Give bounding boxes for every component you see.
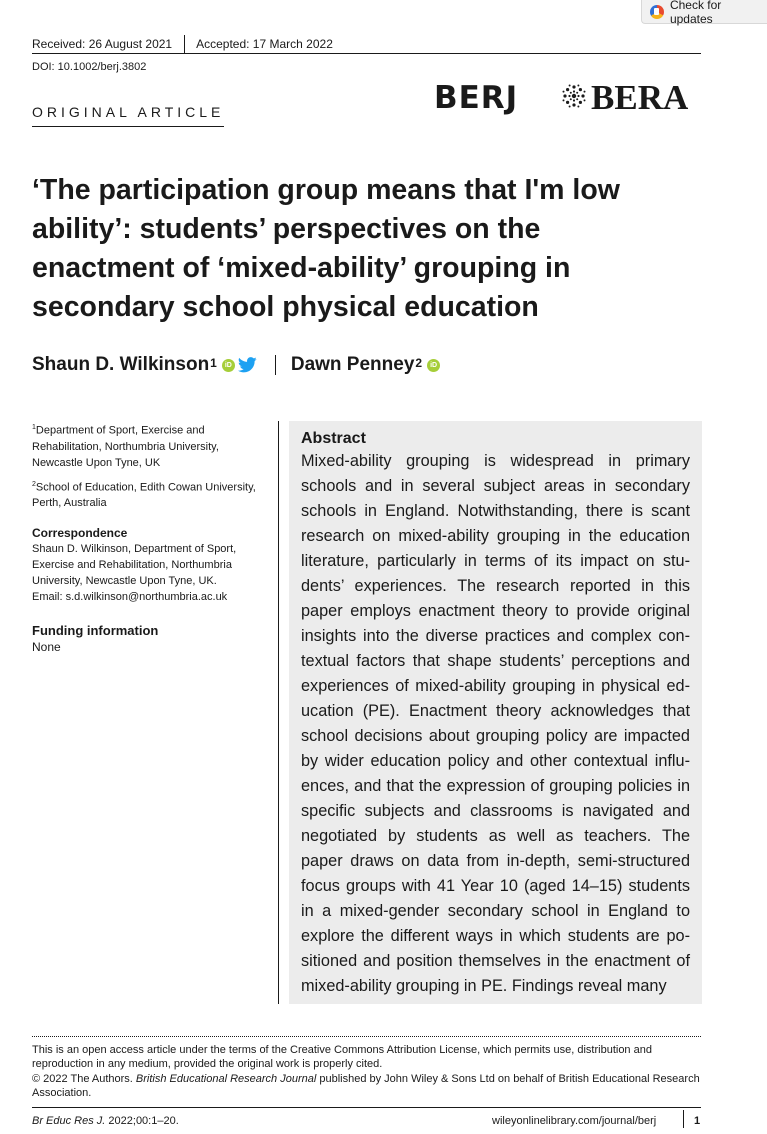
publication-dates [32,35,333,53]
funding-heading: Funding information [32,623,159,639]
affiliation: $^1$Department of Sport, Exercise and Rehabilitation, Northumbria University, Newcastle Upon Tyne, UK [32,424,219,469]
author-divider [275,355,276,375]
article-title: ‘The participation group means that I'm low ability’: students’ perspectives on the enactment of ‘mixed-ability’ grouping in secondary school physical education [32,174,620,323]
date-divider [184,35,185,53]
column-divider [278,421,279,1004]
bera-seal-icon [561,83,587,109]
abstract-box [289,421,702,1004]
journal-citation: Br Educ Res J. 2022;00:1–20. [32,1115,179,1127]
accepted-date: Accepted: 17 March 2022 [196,37,333,51]
bera-logo: BERA [591,78,689,117]
correspondence-email[interactable]: Email: s.d.wilkinson@northumbria.ac.uk [32,591,228,604]
correspondence-heading: Correspondence [32,526,128,541]
check-for-updates-button[interactable] [641,0,767,24]
author-list [32,354,440,376]
orcid-icon[interactable]: iD [427,359,440,372]
journal-name: British Educational Research Journal [135,1073,317,1085]
license-text: This is an open access article under the terms of the Creative Commons Attribution License, which permits use, distribution and reproduction in any medium, provided the original work is properly cited. [32,1044,652,1070]
abstract-text: Mixed-ability grouping is widespread in primary schools and in several subject areas in secondary schools in England. Notwithstanding, there is scant research on mixed-ability grouping in the education literature, particularly in terms of its impact on students’ experiences. The research reported in this paper employs enactment theory to provide original insights into the diverse practices and complex contextual factors that shape students’ perceptions and experiences of mixed-ability grouping in physical education (PE). Enactment theory acknowledges that school decisions about grouping policy are impacted by wider education policy and other contextual influences, and that the expression of grouping policies in specific subjects and classrooms is navigated and negotiated by students as well as teachers. The paper draws on data from in-depth, semi-structured focus groups with 41 Year 10 (aged 14–15) students in a mixed-gender secondary school in England to explore the different ways in which students are positioned and position themselves in the enactment of mixed-ability grouping in PE. Findings reveal many [301,452,690,995]
footer-rule [32,1107,701,1108]
abstract-heading: Abstract [301,430,366,447]
crossmark-icon [650,5,664,19]
doi-link[interactable]: DOI: 10.1002/berj.3802 [32,61,147,73]
affiliation-marker: 2 [415,356,423,370]
correspondence-text: Shaun D. Wilkinson, Department of Sport, Exercise and Rehabilitation, Northumbria University, Newcastle Upon Tyne, UK. [32,543,237,588]
copyright-text: © 2022 The Authors. British Educational Research Journal published by John Wiley & Sons Ltd on behalf of British Educational Research Association. [32,1073,700,1099]
license-notice [32,1043,704,1100]
page-number-divider [683,1110,684,1128]
received-date: Received: 26 August 2021 [32,37,173,51]
twitter-icon[interactable] [238,357,257,373]
page-number: 1 [694,1115,701,1127]
check-for-updates-label: Check for updates [669,0,722,26]
funding-value: None [32,640,61,655]
article-info-column [32,420,272,655]
header-rule [32,53,701,54]
affiliation-marker: 1 [210,356,217,370]
berj-logo: BERJ [434,80,519,116]
author-name[interactable]: Shaun D. Wilkinson [32,354,210,375]
footer-dotted-rule [32,1036,701,1037]
journal-url-link[interactable]: wileyonlinelibrary.com/journal/berj [492,1115,657,1127]
orcid-icon[interactable]: iD [222,359,235,372]
affiliation: $^2$School of Education, Edith Cowan University, Perth, Australia [32,480,256,510]
article-type-label: ORIGINAL ARTICLE [32,104,224,127]
author-name[interactable]: Dawn Penney [290,354,415,375]
